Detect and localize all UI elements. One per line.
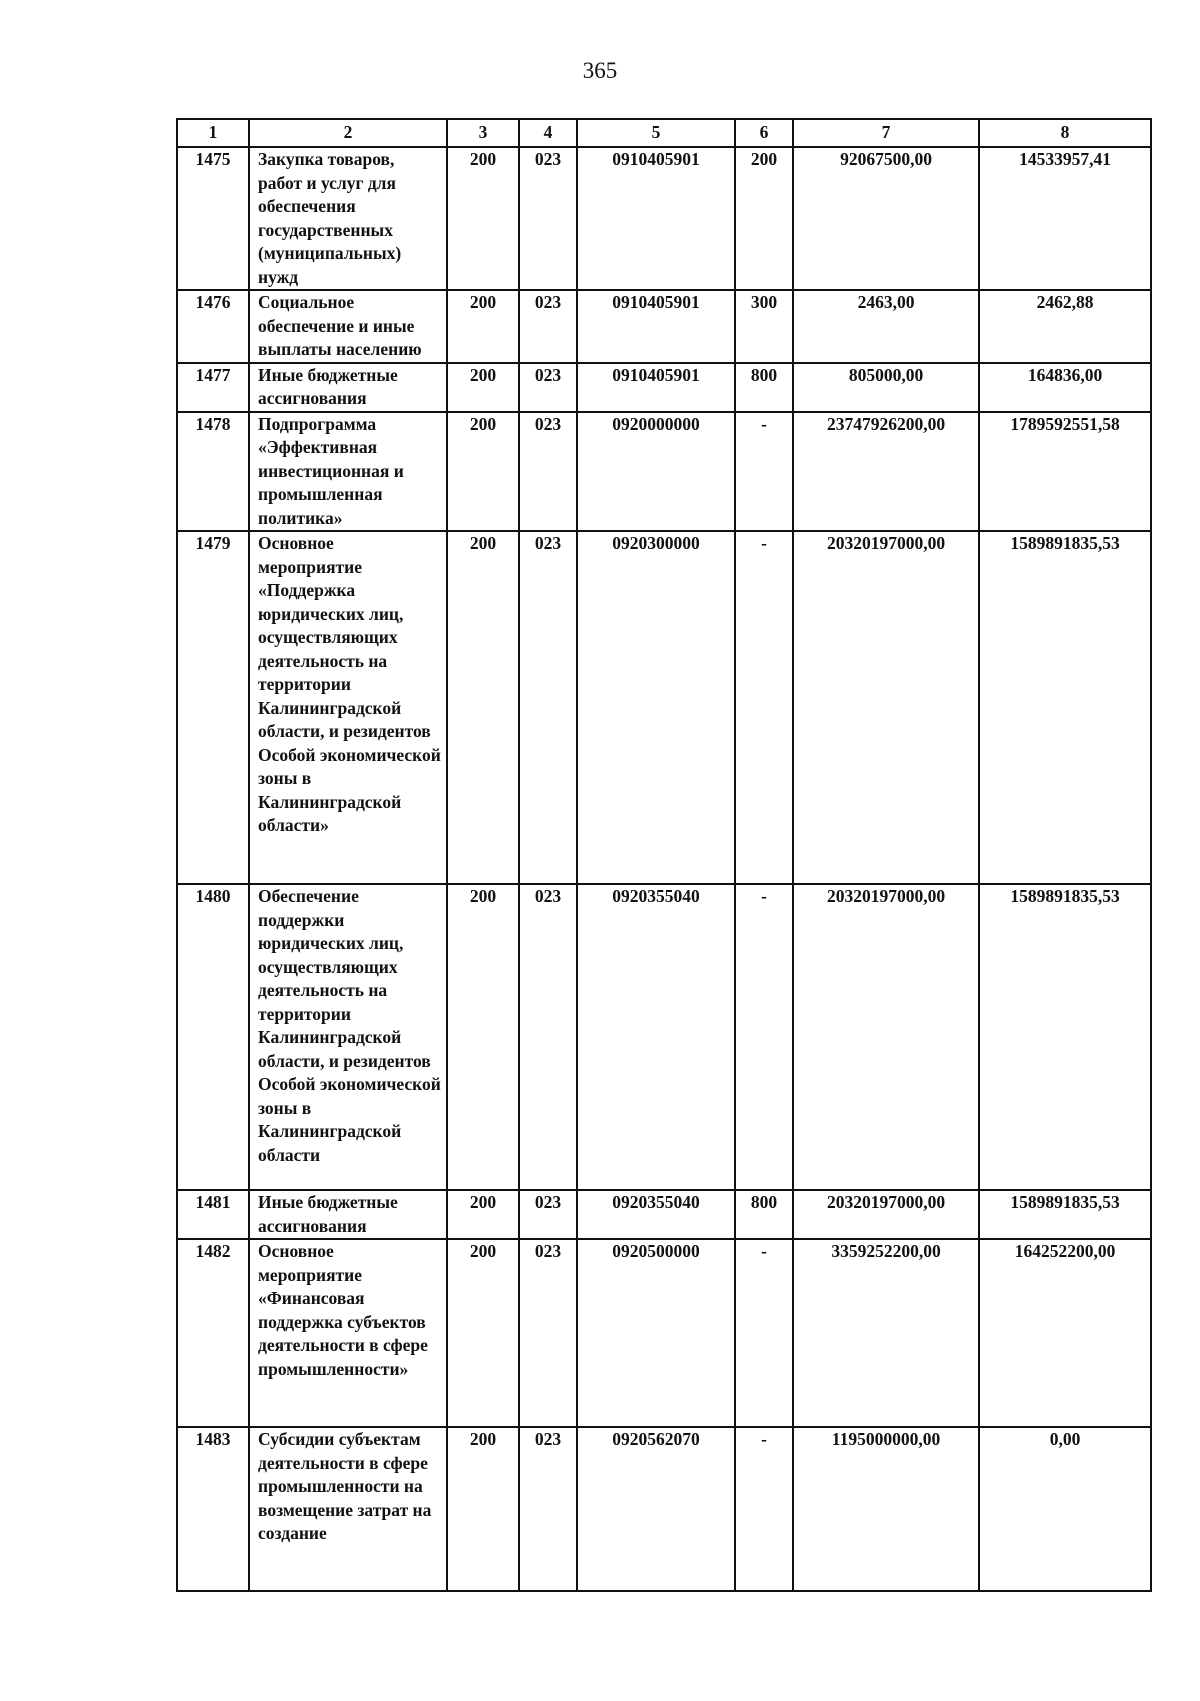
cell-col4: 023 [519, 531, 577, 884]
cell-col8: 1589891835,53 [979, 1190, 1151, 1239]
row-name: Иные бюджетные ассигнования [249, 363, 447, 412]
cell-col6: 200 [735, 147, 793, 290]
cell-col3: 200 [447, 1239, 519, 1427]
cell-col4: 023 [519, 1190, 577, 1239]
row-name: Иные бюджетные ассигнования [249, 1190, 447, 1239]
row-number: 1478 [177, 412, 249, 532]
column-header: 3 [447, 119, 519, 147]
cell-col7: 20320197000,00 [793, 884, 979, 1190]
cell-col5: 0910405901 [577, 147, 735, 290]
cell-col8: 164836,00 [979, 363, 1151, 412]
cell-col7: 20320197000,00 [793, 1190, 979, 1239]
cell-col6: - [735, 531, 793, 884]
table-row [177, 531, 1151, 884]
column-header: 5 [577, 119, 735, 147]
row-name: Подпрограмма «Эффективная инвестиционная и промышленная политика» [249, 412, 447, 532]
cell-col4: 023 [519, 1239, 577, 1427]
cell-col8: 14533957,41 [979, 147, 1151, 290]
cell-col7: 1195000000,00 [793, 1427, 979, 1591]
row-number: 1479 [177, 531, 249, 884]
row-name: Закупка товаров, работ и услуг для обеспечения государственных (муниципальных) нужд [249, 147, 447, 290]
cell-col3: 200 [447, 531, 519, 884]
row-name: Социальное обеспечение и иные выплаты населению [249, 290, 447, 363]
table-row [177, 884, 1151, 1190]
cell-col3: 200 [447, 1427, 519, 1591]
table-row [177, 363, 1151, 412]
cell-col6: 300 [735, 290, 793, 363]
cell-col6: - [735, 884, 793, 1190]
row-name: Субсидии субъектам деятельности в сфере промышленности на возмещение затрат на создание [249, 1427, 447, 1591]
cell-col8: 164252200,00 [979, 1239, 1151, 1427]
cell-col4: 023 [519, 290, 577, 363]
table-row [177, 1190, 1151, 1239]
cell-col5: 0920000000 [577, 412, 735, 532]
table-header-row [177, 119, 1151, 147]
cell-col5: 0920562070 [577, 1427, 735, 1591]
row-name: Обеспечение поддержки юридических лиц, осуществляющих деятельность на территории Калининградской области, и резидентов Особой экономической зоны в Калининградской области [249, 884, 447, 1190]
cell-col4: 023 [519, 147, 577, 290]
cell-col6: - [735, 1427, 793, 1591]
row-number: 1481 [177, 1190, 249, 1239]
cell-col4: 023 [519, 363, 577, 412]
table-row [177, 1427, 1151, 1591]
row-number: 1482 [177, 1239, 249, 1427]
cell-col7: 20320197000,00 [793, 531, 979, 884]
cell-col8: 1589891835,53 [979, 884, 1151, 1190]
page-number: 365 [582, 58, 618, 83]
table-row [177, 147, 1151, 290]
table-row [177, 1239, 1151, 1427]
column-header: 1 [177, 119, 249, 147]
row-name: Основное мероприятие «Поддержка юридических лиц, осуществляющих деятельность на территории Калининградской области, и резидентов Особой экономической зоны в Калининградской области» [249, 531, 447, 884]
cell-col8: 2462,88 [979, 290, 1151, 363]
cell-col5: 0920300000 [577, 531, 735, 884]
cell-col4: 023 [519, 412, 577, 532]
column-header: 7 [793, 119, 979, 147]
cell-col6: 800 [735, 1190, 793, 1239]
cell-col5: 0920355040 [577, 1190, 735, 1239]
cell-col7: 2463,00 [793, 290, 979, 363]
row-number: 1477 [177, 363, 249, 412]
cell-col7: 3359252200,00 [793, 1239, 979, 1427]
cell-col5: 0910405901 [577, 363, 735, 412]
column-header: 2 [249, 119, 447, 147]
cell-col8: 1789592551,58 [979, 412, 1151, 532]
row-number: 1480 [177, 884, 249, 1190]
cell-col7: 805000,00 [793, 363, 979, 412]
cell-col3: 200 [447, 884, 519, 1190]
table-row [177, 412, 1151, 532]
cell-col5: 0920500000 [577, 1239, 735, 1427]
budget-table [176, 118, 1152, 1592]
cell-col3: 200 [447, 1190, 519, 1239]
table-row [177, 290, 1151, 363]
cell-col3: 200 [447, 363, 519, 412]
cell-col6: - [735, 1239, 793, 1427]
column-header: 6 [735, 119, 793, 147]
cell-col6: 800 [735, 363, 793, 412]
cell-col3: 200 [447, 147, 519, 290]
row-name: Основное мероприятие «Финансовая поддержка субъектов деятельности в сфере промышленности» [249, 1239, 447, 1427]
cell-col7: 23747926200,00 [793, 412, 979, 532]
cell-col4: 023 [519, 884, 577, 1190]
cell-col5: 0910405901 [577, 290, 735, 363]
cell-col8: 1589891835,53 [979, 531, 1151, 884]
cell-col7: 92067500,00 [793, 147, 979, 290]
row-number: 1475 [177, 147, 249, 290]
cell-col3: 200 [447, 290, 519, 363]
column-header: 8 [979, 119, 1151, 147]
cell-col4: 023 [519, 1427, 577, 1591]
cell-col8: 0,00 [979, 1427, 1151, 1591]
cell-col5: 0920355040 [577, 884, 735, 1190]
cell-col3: 200 [447, 412, 519, 532]
row-number: 1476 [177, 290, 249, 363]
column-header: 4 [519, 119, 577, 147]
row-number: 1483 [177, 1427, 249, 1591]
cell-col6: - [735, 412, 793, 532]
